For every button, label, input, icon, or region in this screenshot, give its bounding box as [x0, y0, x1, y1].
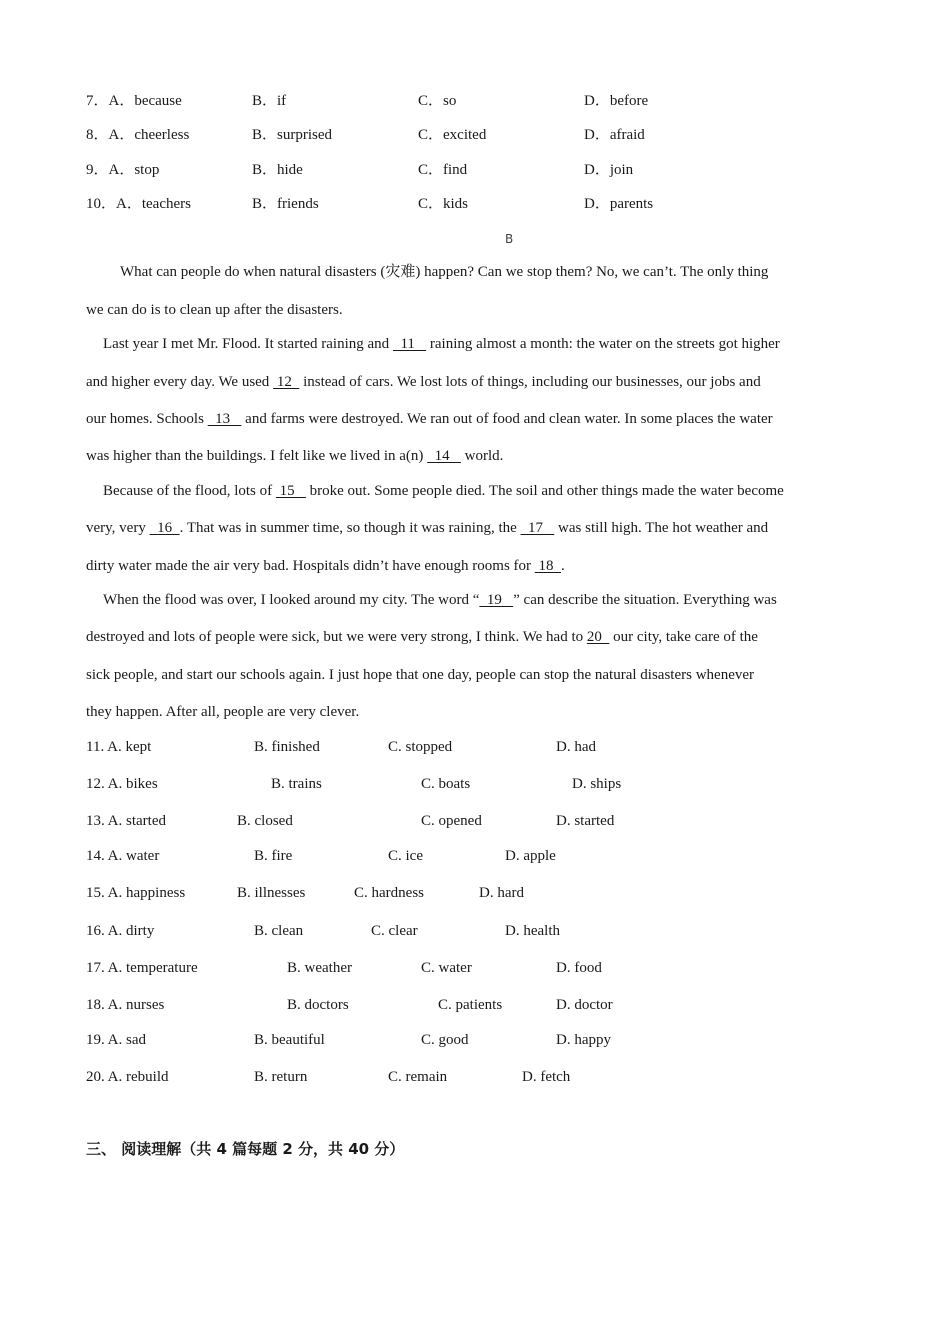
option-d: D. apple	[505, 848, 556, 864]
text: world.	[460, 448, 504, 464]
option-b: B. return	[254, 1069, 308, 1085]
option-b: B. weather	[287, 960, 352, 976]
option-b: B．if	[252, 93, 287, 109]
option-c: C. ice	[388, 848, 423, 864]
text: and farms were destroyed. We ran out of food and clean water. In some places the water	[241, 411, 773, 427]
option-c: C. stopped	[388, 739, 453, 755]
option-b: B. illnesses	[237, 885, 306, 901]
option-b: B. fire	[254, 848, 293, 864]
text: .	[561, 558, 565, 574]
option-d: D. food	[556, 960, 602, 976]
option-a: 8．A．cheerless	[86, 127, 190, 143]
text: and higher every day. We used	[86, 374, 274, 390]
option-d: D．join	[584, 162, 634, 178]
option-a: 11. A. kept	[86, 739, 152, 755]
section-heading: 三、 阅读理解（共 4 篇每题 2 分，共 40 分）	[86, 1140, 405, 1158]
blank-15: 15	[275, 483, 306, 499]
option-c: C．find	[418, 162, 468, 178]
option-d: D. doctor	[556, 997, 613, 1013]
option-d: D. fetch	[522, 1069, 571, 1085]
text: our homes. Schools	[86, 411, 208, 427]
option-a: 20. A. rebuild	[86, 1069, 169, 1085]
option-d: D．afraid	[584, 127, 645, 143]
option-d: D. happy	[556, 1032, 611, 1048]
option-a: 12. A. bikes	[86, 776, 158, 792]
passage-line	[86, 556, 565, 576]
option-a: 17. A. temperature	[86, 960, 198, 976]
option-a: 7．A．because	[86, 93, 182, 109]
option-a: 16. A. dirty	[86, 923, 155, 939]
option-c: C. hardness	[354, 885, 424, 901]
blank-11: 11	[392, 336, 427, 352]
option-c: C．so	[418, 93, 457, 109]
option-d: D. hard	[479, 885, 524, 901]
blank-19: 19	[479, 592, 514, 608]
option-b: B. beautiful	[254, 1032, 325, 1048]
option-c: C. water	[421, 960, 472, 976]
passage-line	[86, 627, 758, 647]
option-c: C．kids	[418, 196, 469, 212]
text: ” can describe the situation. Everything was	[513, 592, 777, 608]
option-a: 10．A．teachers	[86, 196, 191, 212]
text: When the flood was over, I looked around my city. The word “	[103, 592, 480, 608]
option-c: C. boats	[421, 776, 471, 792]
option-d: D. ships	[572, 776, 622, 792]
option-b: B．surprised	[252, 127, 332, 143]
text: was still high. The hot weather and	[554, 520, 769, 536]
option-b: B．friends	[252, 196, 319, 212]
option-a: 9．A．stop	[86, 162, 160, 178]
text: destroyed and lots of people were sick, but we were very strong, I think. We had to	[86, 629, 587, 645]
option-c: C. good	[421, 1032, 469, 1048]
option-a: 19. A. sad	[86, 1032, 146, 1048]
section-b-label: B	[505, 232, 514, 246]
passage-line	[103, 481, 784, 501]
option-a: 18. A. nurses	[86, 997, 165, 1013]
option-d: D. started	[556, 813, 615, 829]
text: our city, take care of the	[609, 629, 758, 645]
passage-line: What can people do when natural disasters (灾难) happen? Can we stop them? No, we can’t. The only thing	[120, 264, 769, 280]
option-d: D. health	[505, 923, 560, 939]
text: raining almost a month: the water on the streets got higher	[426, 336, 780, 352]
passage-line	[86, 372, 761, 392]
blank-14: 14	[427, 448, 461, 464]
option-c: C. opened	[421, 813, 482, 829]
text: Last year I met Mr. Flood. It started raining and	[103, 336, 393, 352]
option-b: B. finished	[254, 739, 320, 755]
option-a: 15. A. happiness	[86, 885, 186, 901]
option-c: C. remain	[388, 1069, 448, 1085]
text: dirty water made the air very bad. Hospitals didn’t have enough rooms for	[86, 558, 535, 574]
passage-line: sick people, and start our schools again. I just hope that one day, people can stop the natural disasters whenever	[86, 667, 754, 683]
text: instead of cars. We lost lots of things, including our businesses, our jobs and	[299, 374, 761, 390]
passage-line	[86, 446, 503, 466]
blank-16: 16	[149, 520, 180, 536]
text: broke out. Some people died. The soil and other things made the water become	[305, 483, 784, 499]
option-b: B．hide	[252, 162, 303, 178]
passage-line	[86, 518, 768, 538]
text: was higher than the buildings. I felt like we lived in a(n)	[86, 448, 428, 464]
option-c: C．excited	[418, 127, 487, 143]
option-b: B. closed	[237, 813, 293, 829]
passage-line	[103, 334, 780, 354]
blank-20: 20	[586, 629, 610, 645]
option-b: B. trains	[271, 776, 322, 792]
blank-17: 17	[520, 520, 555, 536]
blank-18: 18	[534, 558, 562, 574]
passage-line: they happen. After all, people are very clever.	[86, 704, 360, 720]
option-d: D．before	[584, 93, 649, 109]
option-c: C. clear	[371, 923, 418, 939]
text: . That was in summer time, so though it was raining, the	[179, 520, 521, 536]
blank-13: 13	[207, 411, 242, 427]
option-b: B. doctors	[287, 997, 349, 1013]
blank-12: 12	[273, 374, 300, 390]
option-b: B. clean	[254, 923, 304, 939]
option-a: 13. A. started	[86, 813, 166, 829]
passage-line	[86, 409, 773, 429]
option-a: 14. A. water	[86, 848, 160, 864]
text: Because of the flood, lots of	[103, 483, 276, 499]
passage-line: we can do is to clean up after the disasters.	[86, 302, 343, 318]
option-d: D. had	[556, 739, 596, 755]
option-d: D．parents	[584, 196, 654, 212]
passage-line	[103, 590, 777, 610]
option-c: C. patients	[438, 997, 503, 1013]
text: very, very	[86, 520, 150, 536]
